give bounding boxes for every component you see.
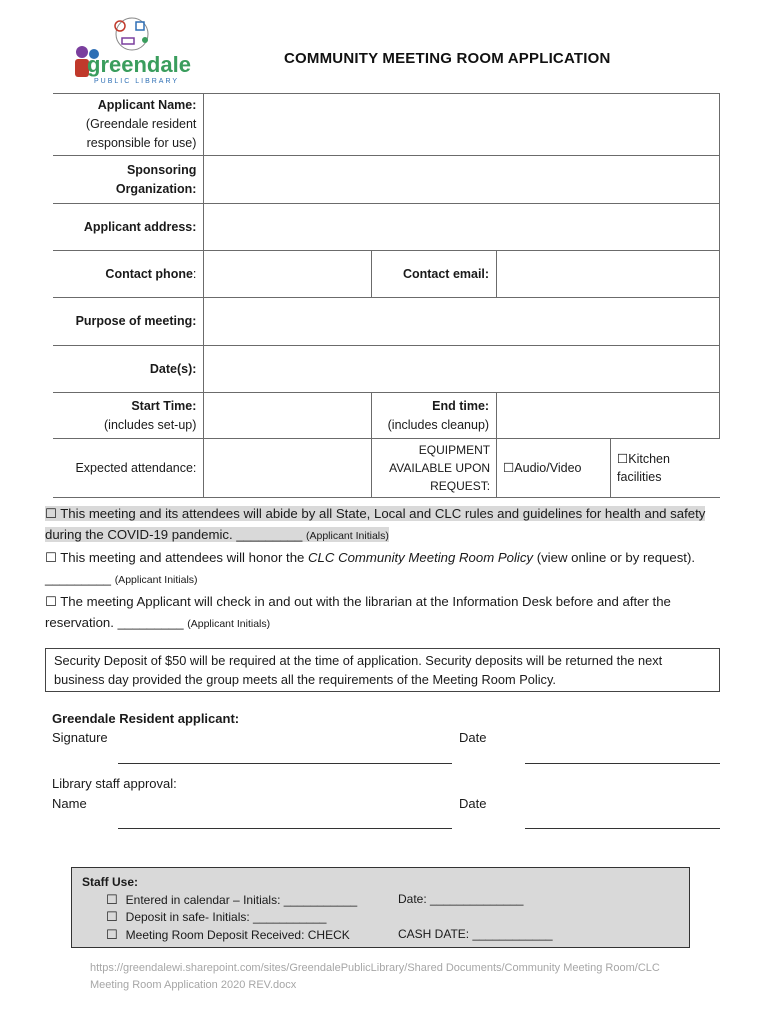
checkbox-icon[interactable]: ☐ [106,909,118,924]
rule-covid-initials: (Applicant Initials) [306,530,389,542]
staff-use-heading: Staff Use: [82,875,139,889]
rule-policy-initials: (Applicant Initials) [114,574,198,586]
end-time-label [372,393,497,439]
applicant-name-label-bold: Applicant Name: [97,98,197,112]
deposit-safe-text: Deposit in safe- Initials: ___________ [125,910,327,924]
email-label: Contact email: [372,251,497,298]
sponsoring-label: Sponsoring Organization: [53,156,204,204]
checkbox-icon[interactable]: ☐ [106,892,118,907]
start-time-label-bold: Start Time: [131,398,197,413]
cash-date: CASH DATE: ____________ [398,927,553,941]
signature-label: Signature [52,730,108,745]
staff-date: Date: ______________ [398,892,524,906]
address-field[interactable] [204,204,720,251]
name-line[interactable] [118,828,452,829]
end-time-field[interactable] [497,393,720,439]
dates-field[interactable] [204,346,720,393]
dates-label: Date(s): [53,346,204,393]
staff-use-box [71,867,690,948]
dates-row [53,346,720,393]
file-path-footer: https://greendalewi.sharepoint.com/sites/GreendalePublicLibrary/Shared Documents/Community Meeting Room/CLC Meeting Room Application 2020 REV.docx [90,962,660,991]
signature-line[interactable] [118,763,452,764]
date-label-1: Date [459,730,487,745]
phone-label [53,251,204,298]
address-label: Applicant address: [53,204,204,251]
logo-tagline: PUBLIC LIBRARY [94,78,180,85]
calendar-entry-item[interactable] [106,892,357,908]
resident-heading: Greendale Resident applicant: [52,711,240,726]
phone-label-colon: : [192,266,197,281]
purpose-label: Purpose of meeting: [53,298,204,346]
applicant-name-label [53,94,204,156]
checkbox-icon[interactable]: ☐ [106,927,118,942]
attendance-label: Expected attendance: [53,439,204,498]
applicant-name-row [53,94,720,156]
start-time-label-sub: (includes set-up) [104,417,197,432]
time-row [53,393,720,439]
contact-row [53,251,720,298]
sponsoring-row [53,156,720,204]
deposit-received-text: Meeting Room Deposit Received: CHECK [125,928,350,942]
start-time-label [53,393,204,439]
kitchen-checkbox[interactable]: ☐Kitchen facilities [611,439,720,498]
rule-checkin-text: ☐ The meeting Applicant will check in and out with the librarian at the Information Desk before and after the reservation. _________ [45,594,671,630]
agreement-rules [45,503,725,635]
rule-covid-text: ☐ This meeting and its attendees will abide by all State, Local and CLC rules and guidelines for health and safety during the COVID-19 pandemic. _________ [45,506,706,542]
phone-field[interactable] [204,251,372,298]
rule-checkin-initials: (Applicant Initials) [187,618,271,630]
date-line-2[interactable] [525,828,720,829]
deposit-safe-item[interactable] [106,909,326,925]
deposit-received-item[interactable] [106,927,350,943]
calendar-entry-text: Entered in calendar – Initials: ___________ [125,893,358,907]
purpose-field[interactable] [204,298,720,346]
sponsoring-field[interactable] [204,156,720,204]
attendance-row [53,439,720,498]
start-time-field[interactable] [204,393,372,439]
rule-checkin[interactable] [45,591,725,635]
rule-policy-text-end: (view online or by request). _________ [45,550,696,586]
end-time-label-sub: (includes cleanup) [387,417,490,432]
rule-policy[interactable] [45,547,725,591]
rule-policy-text: ☐ This meeting and attendees will honor the [45,550,309,565]
applicant-name-label-sub: (Greendale resident responsible for use) [85,117,197,150]
date-label-2: Date [459,796,487,811]
greendale-library-logo [70,16,200,86]
logo-wordmark: greendale [87,52,191,77]
end-time-label-bold: End time: [432,398,490,413]
purpose-row [53,298,720,346]
page-title: COMMUNITY MEETING ROOM APPLICATION [284,50,611,67]
applicant-name-field[interactable] [204,94,720,156]
rule-covid[interactable] [45,503,725,547]
email-field[interactable] [497,251,720,298]
equipment-label: EQUIPMENT AVAILABLE UPON REQUEST: [372,439,497,498]
phone-label-text: Contact phone [105,266,193,281]
security-deposit-notice: Security Deposit of $50 will be required at the time of application. Security deposits will be returned the next business day provided the group meets all the requirements of the Meeting Room Policy. [45,648,720,692]
date-line-1[interactable] [525,763,720,764]
policy-link: CLC Community Meeting Room Policy [308,550,534,565]
attendance-field[interactable] [204,439,372,498]
staff-approval-heading: Library staff approval: [52,776,177,791]
application-form-table [53,93,720,498]
name-label: Name [52,796,87,811]
address-row [53,204,720,251]
audio-video-checkbox[interactable]: ☐Audio/Video [497,439,611,498]
